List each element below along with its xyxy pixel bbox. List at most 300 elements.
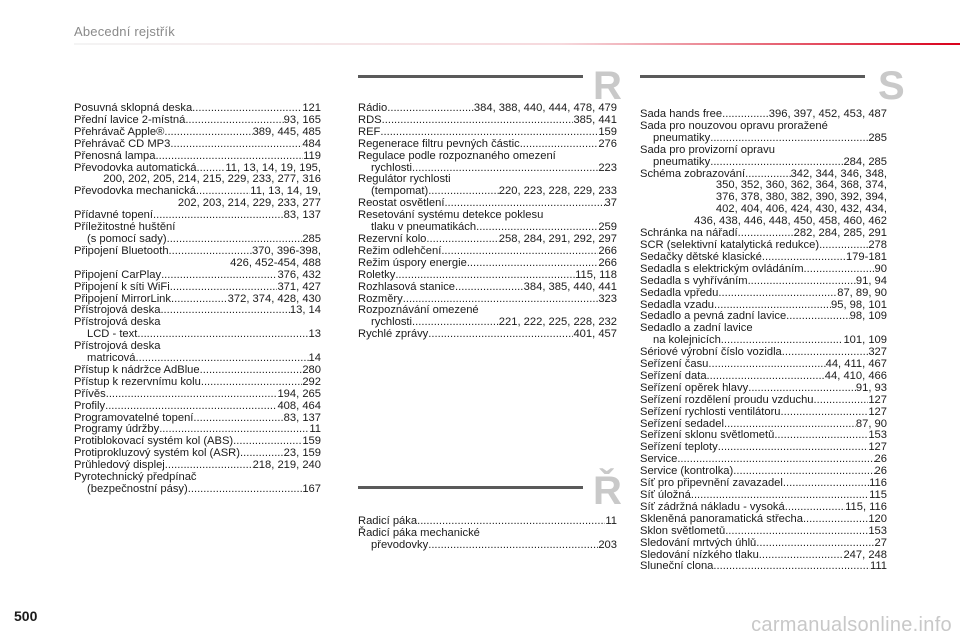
index-entry-line	[358, 329, 617, 341]
index-entry-term: Síť úložná	[640, 490, 691, 501]
index-entry-term: (tempomat)	[371, 186, 429, 198]
dot-leader	[201, 377, 302, 389]
index-entry-pages: 26	[874, 466, 887, 478]
index-entry	[640, 561, 887, 573]
index-entry	[358, 258, 617, 270]
index-entry-term: na kolejnicích	[653, 335, 721, 347]
index-entry-term: Skleněná panoramatická střecha	[640, 513, 803, 525]
dot-leader	[520, 139, 599, 151]
index-entry	[358, 174, 617, 198]
index-entry-term: Přídavné topení	[74, 210, 153, 222]
index-entry-pages: 13	[308, 329, 321, 341]
index-entry-pages: 258, 284, 291, 292, 297	[498, 233, 617, 245]
index-entry-pages-continued: 350, 352, 360, 362, 364, 368, 374,	[715, 179, 887, 192]
dot-leader	[756, 538, 874, 550]
index-entry-line	[640, 526, 887, 538]
index-entry	[640, 288, 887, 300]
index-entry-term: rychlosti	[371, 162, 413, 174]
index-entry-term: Sklon světlometů	[640, 525, 726, 537]
index-entry	[358, 210, 617, 234]
index-entry-pages: 266	[598, 257, 617, 269]
index-entry-term: Profily	[74, 400, 106, 412]
index-entry-term: Přenosná lampa	[74, 150, 156, 162]
index-entry-line	[640, 466, 887, 478]
dot-leader	[786, 311, 850, 323]
dot-leader	[710, 157, 843, 169]
index-entry-term: Sedadla s vyhříváním	[640, 275, 748, 287]
index-entry-line	[358, 139, 617, 151]
index-entry-line	[640, 347, 887, 359]
index-entry-line	[640, 454, 887, 466]
dot-leader	[395, 270, 575, 282]
index-entry-pages: 127	[868, 394, 887, 406]
index-entry-term: Připojení Bluetooth	[74, 245, 169, 257]
index-entry-pages: 44, 410, 466	[824, 370, 887, 382]
index-entry	[74, 341, 321, 365]
index-entry-line	[74, 294, 321, 306]
index-entry-line	[358, 317, 617, 329]
index-entry-term: Seřízení času	[640, 359, 709, 371]
index-entry-pages-continued: 200, 202, 205, 214, 215, 229, 233, 277, 316	[103, 173, 321, 186]
index-entry	[74, 365, 321, 377]
index-entry	[74, 103, 321, 115]
index-entry-term: Sedadla s elektrickým ovládáním	[640, 263, 804, 275]
index-entry-term: SCR (selektivní katalytická redukce)	[640, 239, 820, 251]
index-entry	[74, 163, 321, 187]
dot-leader	[819, 240, 868, 252]
index-entry	[640, 395, 887, 407]
index-entry	[74, 377, 321, 389]
index-entry-pages: 44, 411, 467	[825, 359, 887, 371]
index-entry	[640, 300, 887, 312]
index-entry	[640, 490, 887, 502]
index-column-2	[358, 103, 617, 341]
dot-leader	[200, 365, 303, 377]
index-entry-term: Seřízení rychlosti ventilátoru	[640, 406, 781, 418]
index-entry-line	[640, 550, 887, 562]
index-entry-term: Sedadla vpředu	[640, 287, 719, 299]
index-entry	[358, 329, 617, 341]
index-entry-line	[640, 240, 887, 252]
index-entry-term: Připojení k síti WiFi	[74, 281, 170, 293]
index-entry-term: Převodovka mechanická	[74, 186, 196, 198]
dot-leader	[748, 276, 856, 288]
index-entry-term: Sedačky dětské klasické	[640, 251, 762, 263]
index-entry-term: Seřízení sklonu světlometů	[640, 430, 775, 442]
dot-leader	[428, 186, 499, 198]
section-r-letter: R	[593, 64, 622, 108]
index-entry	[358, 103, 617, 115]
index-entry-pages: 37	[604, 198, 617, 210]
index-entry	[640, 550, 887, 562]
index-entry-pages: 385, 441	[573, 114, 617, 126]
index-entry-term: Síť zádržná nákladu - vysoká	[640, 501, 785, 513]
index-entry	[640, 264, 887, 276]
index-entry-line	[74, 103, 321, 115]
dot-leader	[710, 133, 868, 145]
index-entry-heading: Regulátor rychlosti	[358, 173, 451, 186]
index-entry	[74, 139, 321, 151]
index-entry	[74, 246, 321, 270]
header-divider	[74, 43, 960, 45]
index-entry	[358, 139, 617, 151]
index-entry-line	[358, 258, 617, 270]
index-entry-pages: 11, 13, 14, 19, 195,	[225, 162, 321, 174]
index-entry-pages: 159	[598, 126, 617, 138]
index-entry-pages: 372, 374, 428, 430	[227, 293, 321, 305]
index-entry-pages-continued: 202, 203, 214, 229, 233, 277	[177, 197, 321, 210]
index-entry-term: pneumatiky	[653, 132, 711, 144]
index-entry-heading: Resetování systému detekce poklesu	[358, 209, 544, 222]
index-entry	[74, 472, 321, 496]
index-entry	[640, 323, 887, 347]
index-entry-term: Sluneční clona	[640, 561, 714, 573]
dot-leader	[159, 424, 309, 436]
section-s-letter: S	[878, 64, 905, 108]
index-entry-line	[74, 151, 321, 163]
index-entry	[74, 127, 321, 139]
index-entry-pages: 282, 284, 285, 291	[793, 228, 887, 240]
index-entry-pages: 115	[869, 490, 887, 501]
index-entry	[640, 240, 887, 252]
index-entry-term: Přehrávač Apple®	[74, 126, 165, 138]
index-entry-term: Přední lavice 2-místná	[74, 114, 186, 126]
index-entry-pages: 127	[868, 442, 887, 454]
index-entry-pages: 223	[598, 162, 617, 174]
index-entry-pages: 376, 432	[277, 269, 321, 281]
index-entry-pages: 90	[874, 263, 887, 275]
index-entry-term: Rádio	[358, 103, 388, 114]
index-entry-pages: 259	[598, 222, 617, 234]
index-entry	[74, 222, 321, 246]
dot-leader	[814, 395, 869, 407]
index-entry-line	[358, 222, 617, 234]
index-entry	[358, 305, 617, 329]
index-entry-pages: 384, 388, 440, 444, 478, 479	[473, 103, 617, 114]
index-entry-pages: 83, 137	[283, 210, 321, 222]
index-entry-pages: 396, 397, 452, 453, 487	[768, 109, 887, 120]
index-entry-term: rychlosti	[371, 317, 413, 329]
dot-leader	[781, 407, 869, 419]
index-entry-line	[74, 436, 321, 448]
index-entry	[640, 145, 887, 169]
page-header-title: Abecední rejstřík	[74, 24, 175, 39]
index-entry-line	[358, 127, 617, 139]
index-entry	[640, 538, 887, 550]
index-entry-pages: 153	[868, 430, 887, 442]
index-entry-pages: 115, 116	[845, 501, 887, 513]
index-entry	[358, 528, 617, 552]
index-entry-line	[358, 246, 617, 258]
index-entry-heading: Sada pro nouzovou opravu proražené	[640, 119, 828, 132]
index-entry-pages: 95, 98, 101	[831, 299, 887, 311]
index-entry	[640, 383, 887, 395]
dot-leader	[169, 246, 252, 258]
index-entry-line	[640, 407, 887, 419]
index-entry-pages: 93, 165	[283, 114, 321, 126]
dot-leader	[193, 413, 283, 425]
index-entry-pages: 91, 93	[855, 382, 887, 394]
index-entry	[358, 234, 617, 246]
index-entry-term: Sada hands free	[640, 109, 723, 120]
index-entry-term: LCD - text	[87, 329, 138, 341]
index-entry-pages: 13, 14	[289, 305, 321, 317]
index-entry-pages: 384, 385, 440, 441	[523, 281, 617, 293]
index-entry-pages: 115, 118	[575, 269, 617, 281]
index-entry	[640, 466, 887, 478]
dot-leader	[136, 353, 309, 365]
index-entry-pages: 153	[868, 525, 887, 537]
index-entry-line	[640, 133, 887, 145]
index-entry-term: Připojení CarPlay	[74, 269, 162, 281]
dot-leader	[774, 430, 868, 442]
index-entry	[74, 151, 321, 163]
index-entry-pages: 285	[868, 132, 887, 144]
dot-leader	[192, 103, 302, 115]
index-entry	[358, 282, 617, 294]
index-entry-pages: 408, 464	[277, 400, 321, 412]
dot-leader	[467, 258, 599, 270]
index-entry-term: Přístup k nádržce AdBlue	[74, 364, 200, 376]
index-entry-pages: 221, 222, 225, 228, 232	[498, 317, 617, 329]
index-entry	[640, 407, 887, 419]
index-entry-line	[74, 424, 321, 436]
dot-leader	[441, 246, 598, 258]
dot-leader	[106, 389, 278, 401]
index-entry-line	[74, 413, 321, 425]
index-entry-line	[640, 371, 887, 383]
index-entry	[640, 430, 887, 442]
index-column-3	[640, 109, 887, 573]
index-entry-line	[358, 186, 617, 198]
dot-leader	[170, 139, 302, 151]
dot-leader	[387, 103, 474, 115]
index-entry	[358, 151, 617, 175]
index-entry	[74, 186, 321, 210]
index-entry-pages-continued: 436, 438, 446, 448, 450, 458, 460, 462	[694, 215, 887, 228]
index-entry-pages: 111	[869, 561, 887, 573]
index-entry	[640, 478, 887, 490]
index-entry	[640, 252, 887, 264]
index-entry-term: Programy údržby	[74, 424, 160, 436]
index-entry-line	[74, 139, 321, 151]
index-entry	[74, 401, 321, 413]
index-entry-term: Posuvná sklopná deska	[74, 103, 193, 114]
index-entry-line	[640, 478, 887, 490]
index-entry-term: (s pomocí sady)	[87, 233, 167, 245]
section-rcaron-letter: Ř	[593, 469, 622, 513]
dot-leader	[733, 466, 874, 478]
index-entry	[358, 127, 617, 139]
index-entry-pages: 87, 89, 90	[837, 287, 887, 299]
dot-leader	[718, 288, 837, 300]
index-entry-line	[74, 270, 321, 282]
index-entry-pages: 194, 265	[277, 388, 321, 400]
index-column-1	[74, 103, 321, 496]
index-entry-term: Průhledový displej	[74, 460, 165, 472]
index-entry-line	[640, 490, 887, 502]
index-entry	[640, 371, 887, 383]
index-entry-term: Režim odlehčení	[358, 245, 442, 257]
dot-leader	[188, 484, 303, 496]
index-entry	[640, 514, 887, 526]
index-entry-line	[74, 246, 321, 258]
dot-leader	[155, 151, 303, 163]
index-entry-line	[640, 538, 887, 550]
index-entry-line	[640, 264, 887, 276]
index-entry-term: Roletky	[358, 269, 396, 281]
index-entry-term: pneumatiky	[653, 156, 711, 168]
index-column-2-rcaron	[358, 516, 617, 552]
dot-leader	[724, 419, 856, 431]
dot-leader	[759, 550, 844, 562]
index-entry-pages: 484	[302, 138, 321, 150]
index-entry-pages: 98, 109	[849, 311, 887, 323]
index-entry-pages: 247, 248	[843, 549, 887, 561]
index-entry-line	[74, 401, 321, 413]
index-entry-term: Seřízení sedadel	[640, 418, 724, 430]
index-entry-heading: Sedadlo a zadní lavice	[640, 322, 753, 335]
index-entry-pages: 11	[309, 424, 321, 436]
dot-leader	[677, 454, 874, 466]
dot-leader	[185, 115, 283, 127]
index-entry-pages-continued: 426, 452-454, 488	[230, 256, 321, 269]
index-entry-term: Regenerace filtru pevných částic	[358, 138, 520, 150]
index-entry-term: Převodovka automatická	[74, 162, 197, 174]
index-entry-term: Sledování nízkého tlaku	[640, 549, 759, 561]
dot-leader	[382, 115, 574, 127]
index-entry	[74, 424, 321, 436]
index-entry	[640, 419, 887, 431]
index-entry-pages: 159	[302, 436, 321, 448]
dot-leader	[426, 234, 498, 246]
index-entry-pages: 280	[302, 364, 321, 376]
index-entry-term: Seřízení opěrek hlavy	[640, 382, 749, 394]
index-entry-pages: 167	[302, 484, 321, 495]
index-entry-term: Rychlé zprávy	[358, 329, 429, 341]
index-entry-pages: 27	[874, 537, 887, 549]
index-entry-line	[74, 484, 321, 496]
index-entry-line	[358, 103, 617, 115]
index-entry-pages: 370, 396-398,	[251, 245, 321, 257]
index-entry-line	[640, 228, 887, 240]
index-entry-term: Přístrojová deska	[74, 305, 161, 317]
index-entry-line	[640, 276, 887, 288]
dot-leader	[785, 502, 845, 514]
index-entry	[640, 169, 887, 229]
index-entry-heading: Regulace podle rozpoznaného omezení	[358, 149, 556, 162]
index-entry-line	[640, 383, 887, 395]
index-entry-pages: 389, 445, 485	[252, 126, 321, 138]
index-entry-line	[640, 157, 887, 169]
dot-leader	[455, 282, 524, 294]
index-entry-term: Sledování mrtvých úhlů	[640, 537, 757, 549]
dot-leader	[160, 305, 289, 317]
dot-leader	[762, 252, 846, 264]
dot-leader	[428, 329, 573, 341]
dot-leader	[804, 264, 875, 276]
index-entry	[74, 317, 321, 341]
index-entry-line	[640, 502, 887, 514]
dot-leader	[428, 540, 598, 552]
index-entry-pages: 285	[302, 233, 321, 245]
dot-leader	[707, 371, 825, 383]
index-entry-line	[358, 270, 617, 282]
index-entry-line	[358, 540, 617, 552]
index-entry-pages: 11	[605, 516, 617, 527]
index-entry	[74, 282, 321, 294]
index-entry-term: Připojení MirrorLink	[74, 293, 171, 305]
index-entry	[640, 347, 887, 359]
index-entry-line	[74, 234, 321, 246]
index-entry	[74, 115, 321, 127]
index-entry-pages: 276	[598, 138, 617, 150]
dot-leader	[708, 359, 825, 371]
index-entry-term: Seřízení rozdělení proudu vzduchu	[640, 394, 814, 406]
index-entry-pages-continued: 402, 404, 406, 424, 430, 432, 434,	[715, 203, 887, 216]
index-entry-term: Přívěs	[74, 388, 106, 400]
index-entry	[640, 276, 887, 288]
index-entry-line	[640, 561, 887, 573]
index-entry-pages: 14	[308, 353, 321, 365]
index-entry-pages: 26	[874, 454, 887, 466]
dot-leader	[476, 222, 598, 234]
index-entry-pages: 11, 13, 14, 19,	[250, 186, 321, 198]
index-entry-pages: 87, 90	[855, 418, 887, 430]
dot-leader	[167, 234, 303, 246]
index-entry-term: Rozhlasová stanice	[358, 281, 456, 293]
index-entry	[74, 389, 321, 401]
index-entry	[640, 526, 887, 538]
index-entry-line	[640, 288, 887, 300]
dot-leader	[721, 335, 844, 347]
index-entry-term: Protiprokluzový systém kol (ASR)	[74, 448, 240, 460]
index-entry-pages: 218, 219, 240	[252, 460, 321, 472]
dot-leader	[713, 561, 870, 573]
index-entry	[358, 115, 617, 127]
index-entry-pages: 342, 344, 346, 348,	[790, 168, 887, 180]
dot-leader	[170, 282, 278, 294]
index-entry-line	[74, 365, 321, 377]
index-entry-heading: Řadicí páka mechanické	[358, 526, 480, 539]
index-entry-term: REF	[358, 126, 381, 138]
index-entry-term: Rozměry	[358, 293, 403, 305]
dot-leader	[171, 294, 228, 306]
dot-leader	[380, 127, 598, 139]
index-entry-term: Režim úspory energie	[358, 257, 467, 269]
dot-leader	[137, 329, 308, 341]
index-entry-term: Seřízení data	[640, 370, 707, 382]
index-entry-line	[74, 389, 321, 401]
index-entry-term: Přehrávač CD MP3	[74, 138, 171, 150]
index-entry-term: (bezpečnostní pásy)	[87, 484, 188, 495]
index-entry	[74, 270, 321, 282]
index-entry-pages: 266	[598, 245, 617, 257]
index-entry-line	[640, 335, 887, 347]
index-entry-term: Síť pro připevnění zavazadel	[640, 478, 783, 490]
index-entry	[640, 359, 887, 371]
index-entry	[640, 228, 887, 240]
index-entry-term: Přístup k rezervnímu kolu	[74, 376, 201, 388]
index-entry-pages: 284, 285	[843, 156, 887, 168]
dot-leader	[164, 127, 252, 139]
index-entry-term: Service	[640, 454, 678, 466]
index-entry-term: Service (kontrolka)	[640, 466, 734, 478]
index-entry-term: Schéma zobrazování	[640, 168, 746, 180]
index-entry	[74, 413, 321, 425]
index-entry-pages: 323	[598, 293, 617, 305]
index-entry-pages: 371, 427	[277, 281, 321, 293]
